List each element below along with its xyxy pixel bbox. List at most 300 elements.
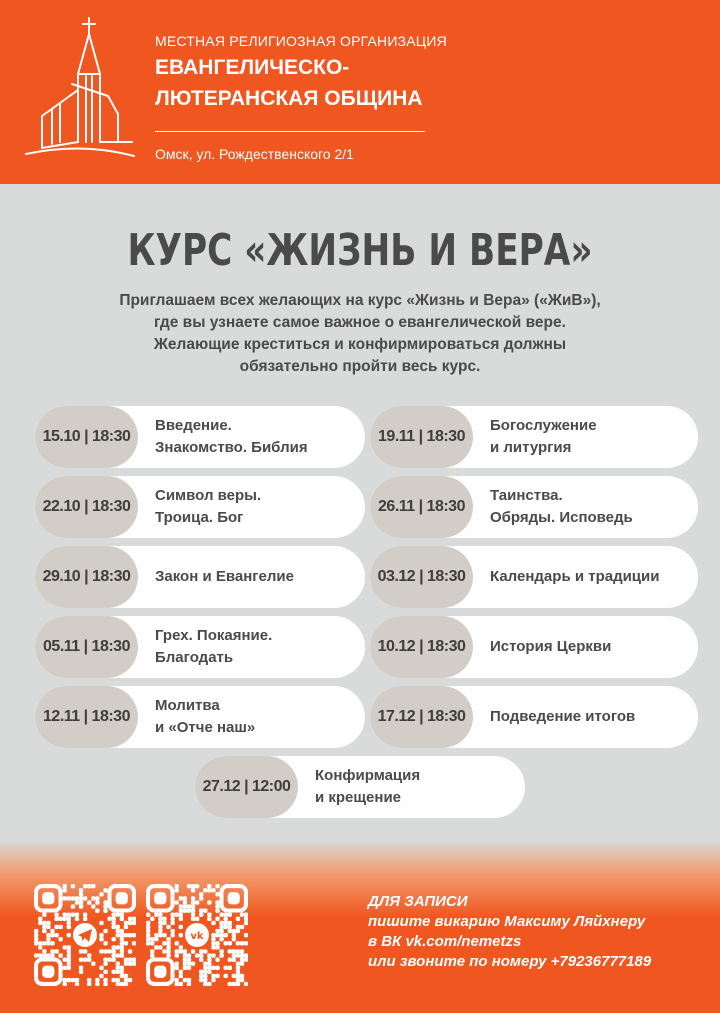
qr-module [132,962,136,966]
qr-module [236,978,240,982]
qr-module [211,945,215,949]
qr-module [132,957,136,961]
qr-module [199,896,203,900]
qr-module [203,962,207,966]
qr-module [128,957,132,961]
qr-module [67,957,71,961]
qr-module [236,966,240,970]
qr-module [103,957,107,961]
qr-module [166,941,170,945]
qr-module [183,962,187,966]
qr-module [146,921,150,925]
qr-module [95,982,99,986]
qr-module [179,970,183,974]
qr-module [207,917,211,921]
qr-module [75,982,79,986]
session-item [370,476,698,538]
qr-module [170,917,174,921]
qr-module [120,953,124,957]
qr-module [124,921,128,925]
session-item [195,756,525,818]
qr-module [215,941,219,945]
qr-module [99,966,103,970]
vk-logo-icon: vk [190,931,204,942]
qr-module [95,978,99,982]
qr-module [175,953,179,957]
qr-module [244,913,248,917]
qr-module [240,953,244,957]
qr-module [215,929,219,933]
qr-module [50,953,54,957]
qr-module [67,933,71,937]
session-topic: Богослужение и литургия [490,417,597,456]
qr-module [46,953,50,957]
qr-module [116,953,120,957]
qr-module [175,978,179,982]
session-date: 10.12 | 18:30 [370,616,473,678]
qr-module [34,953,38,957]
qr-module [199,978,203,982]
qr-module [158,945,162,949]
qr-module [95,908,99,912]
session-item [35,686,365,748]
qr-module [103,904,107,908]
qr-module [38,953,42,957]
qr-module [199,970,203,974]
qr-module [50,933,54,937]
qr-module [124,982,128,986]
qr-module [54,933,58,937]
org-type: МЕСТНАЯ РЕЛИГИОЗНАЯ ОРГАНИЗАЦИЯ [155,33,447,49]
qr-module [42,925,46,929]
qr-module [244,917,248,921]
session-topic: История Церкви [490,638,612,655]
qr-module [175,900,179,904]
qr-module [63,888,67,892]
qr-module [207,888,211,892]
qr-module [228,966,232,970]
session-item [370,616,698,678]
qr-module [120,974,124,978]
qr-module [146,933,150,937]
qr-module [215,917,219,921]
qr-module [179,925,183,929]
qr-module [166,945,170,949]
qr-module [236,941,240,945]
qr-module [166,937,170,941]
qr-module [170,921,174,925]
qr-module [203,970,207,974]
qr-module [103,929,107,933]
qr-module [54,925,58,929]
qr-module [58,953,62,957]
qr-module [240,925,244,929]
contact-phone[interactable]: или звоните по номеру +79236777189 [368,953,652,970]
qr-module [99,949,103,953]
qr-module [215,933,219,937]
qr-module [170,933,174,937]
qr-module [116,933,120,937]
qr-module [240,978,244,982]
qr-module [120,929,124,933]
contact-link[interactable]: в ВК vk.com/nemetzs [368,933,522,950]
qr-module [207,913,211,917]
qr-module [128,921,132,925]
qr-module [112,970,116,974]
qr-module [175,913,179,917]
qr-module [228,925,232,929]
qr-module [199,974,203,978]
qr-module [211,974,215,978]
qr-module [91,896,95,900]
session-date: 12.11 | 18:30 [35,686,138,748]
qr-module [79,892,83,896]
qr-module [50,941,54,945]
qr-module [75,917,79,921]
qr-module [58,937,62,941]
qr-module [175,982,179,986]
qr-module [99,921,103,925]
qr-module [224,933,228,937]
qr-module [103,900,107,904]
qr-module [42,929,46,933]
qr-module [207,970,211,974]
qr-module [215,966,219,970]
qr-module [103,908,107,912]
qr-module [158,913,162,917]
session-topic: Календарь и традиции [490,568,660,585]
qr-module [146,925,150,929]
qr-module [83,884,87,888]
qr-module [158,929,162,933]
qr-module [79,966,83,970]
qr-module [42,953,46,957]
qr-module [207,966,211,970]
qr-module [228,929,232,933]
qr-module [199,949,203,953]
qr-module [150,949,154,953]
qr-module [79,957,83,961]
qr-module [203,888,207,892]
qr-module [183,908,187,912]
qr-module [191,913,195,917]
qr-module [232,933,236,937]
qr-module [236,953,240,957]
qr-module [195,917,199,921]
qr-module [154,913,158,917]
qr-module [50,929,54,933]
qr-module [195,884,199,888]
qr-module [132,917,136,921]
qr-module [54,949,58,953]
session-topic: Закон и Евангелие [155,568,294,585]
qr-module [158,917,162,921]
qr-module [83,949,87,953]
qr-module [38,941,42,945]
qr-module [236,962,240,966]
qr-module [183,966,187,970]
qr-module [179,982,183,986]
qr-module [228,949,232,953]
qr-module [211,966,215,970]
qr-finder-center [42,892,54,904]
qr-module [224,917,228,921]
qr-module [203,978,207,982]
qr-module [34,937,38,941]
qr-module [67,962,71,966]
qr-module [146,929,150,933]
qr-module [219,925,223,929]
qr-module [191,904,195,908]
session-item [35,546,365,608]
qr-module [103,888,107,892]
qr-module [87,982,91,986]
qr-module [232,937,236,941]
qr-module [132,941,136,945]
qr-module [166,949,170,953]
intro-line: Желающие креститься и конфирмироваться должны [153,336,567,353]
address: Омск, ул. Рождественского 2/1 [155,146,354,162]
qr-module [224,925,228,929]
qr-module [211,941,215,945]
qr-module [38,945,42,949]
qr-module [203,982,207,986]
qr-module [124,978,128,982]
qr-module [71,978,75,982]
qr-module [224,941,228,945]
session-topic: Молитва и «Отче наш» [155,697,256,736]
qr-code-image [146,884,248,986]
qr-module [63,982,67,986]
qr-module [79,904,83,908]
qr-module [228,921,232,925]
qr-module [158,925,162,929]
qr-module [179,904,183,908]
qr-module [103,941,107,945]
org-name-line2: ЛЮТЕРАНСКАЯ ОБЩИНА [155,87,423,110]
qr-module [240,941,244,945]
contact-info [368,892,651,972]
qr-module [179,917,183,921]
qr-module [199,892,203,896]
qr-module [175,949,179,953]
qr-module [128,949,132,953]
qr-module [87,884,91,888]
qr-module [154,945,158,949]
qr-module [224,974,228,978]
qr-module [150,937,154,941]
qr-module [99,937,103,941]
qr-module [199,913,203,917]
session-date: 29.10 | 18:30 [35,546,138,608]
qr-module [179,974,183,978]
session-date: 15.10 | 18:30 [35,406,138,468]
qr-module [183,900,187,904]
qr-module [236,949,240,953]
qr-module [215,900,219,904]
qr-module [83,896,87,900]
qr-module [191,896,195,900]
qr-module [183,953,187,957]
qr-module [120,937,124,941]
qr-module [112,913,116,917]
qr-module [67,953,71,957]
qr-module [191,949,195,953]
qr-module [162,917,166,921]
session-date: 22.10 | 18:30 [35,476,138,538]
qr-module [187,978,191,982]
qr-module [199,908,203,912]
session-item [35,406,365,468]
header-banner [0,0,720,184]
telegram-qr-code[interactable] [34,884,136,986]
qr-code-image [34,884,136,986]
qr-module [150,917,154,921]
divider [155,131,425,132]
session-item [370,546,698,608]
qr-module [103,982,107,986]
qr-module [107,957,111,961]
session-topic: Введение. Знакомство. Библия [155,417,308,456]
qr-module [240,962,244,966]
qr-finder-center [154,892,166,904]
qr-module [63,896,67,900]
qr-module [240,974,244,978]
qr-module [211,937,215,941]
qr-module [228,982,232,986]
qr-module [120,945,124,949]
qr-module [116,966,120,970]
qr-module [132,921,136,925]
qr-module [215,945,219,949]
qr-module [179,908,183,912]
page-title: КУРС «ЖИЗНЬ И ВЕРА» [127,225,593,276]
qr-module [46,937,50,941]
qr-module [162,933,166,937]
qr-module [75,978,79,982]
qr-module [236,970,240,974]
qr-module [232,949,236,953]
qr-module [67,925,71,929]
qr-module [187,884,191,888]
qr-module [195,953,199,957]
qr-module [219,921,223,925]
qr-module [199,957,203,961]
qr-module [158,933,162,937]
qr-module [215,904,219,908]
qr-module [162,941,166,945]
qr-module [103,978,107,982]
qr-module [95,896,99,900]
qr-module [38,921,42,925]
qr-module [124,974,128,978]
qr-module [219,949,223,953]
qr-module [224,966,228,970]
qr-module [42,949,46,953]
qr-module [116,970,120,974]
qr-module [187,957,191,961]
qr-module [116,925,120,929]
qr-module [236,929,240,933]
qr-module [107,949,111,953]
qr-module [71,904,75,908]
qr-module [244,933,248,937]
vk-qr-code[interactable] [146,884,248,986]
qr-module [183,904,187,908]
qr-module [116,982,120,986]
session-topic: Символ веры. Троица. Бог [155,487,262,526]
qr-module [224,913,228,917]
qr-module [95,900,99,904]
qr-finder-center [116,892,128,904]
qr-module [128,933,132,937]
qr-module [54,917,58,921]
qr-module [175,941,179,945]
qr-module [67,945,71,949]
qr-module [124,957,128,961]
qr-module [120,933,124,937]
qr-module [183,957,187,961]
qr-module [215,892,219,896]
qr-module [211,921,215,925]
org-name-line1: ЕВАНГЕЛИЧЕСКО- [155,56,350,79]
qr-module [91,962,95,966]
qr-module [75,896,79,900]
qr-module [175,888,179,892]
qr-module [120,982,124,986]
qr-module [207,884,211,888]
intro-line: Приглашаем всех желающих на курс «Жизнь и Вера» («ЖиВ»), [119,292,601,309]
qr-module [87,957,91,961]
qr-module [232,974,236,978]
qr-module [240,949,244,953]
qr-module [187,962,191,966]
qr-module [179,949,183,953]
qr-module [207,957,211,961]
qr-module [244,953,248,957]
qr-module [34,941,38,945]
qr-module [187,982,191,986]
qr-module [99,974,103,978]
qr-module [232,957,236,961]
qr-module [112,978,116,982]
qr-module [124,925,128,929]
church-logo-icon [22,14,142,164]
qr-module [219,929,223,933]
qr-module [91,904,95,908]
qr-module [203,966,207,970]
qr-finder-center [228,892,240,904]
qr-module [179,945,183,949]
qr-module [103,962,107,966]
qr-module [236,974,240,978]
qr-module [207,953,211,957]
contact-line: пишите викарию Максиму Ляйхнеру [368,913,646,930]
qr-module [166,953,170,957]
qr-module [191,962,195,966]
session-topic: Конфирмация и крещение [315,767,421,806]
qr-module [236,925,240,929]
qr-module [83,913,87,917]
qr-module [244,957,248,961]
qr-module [183,949,187,953]
qr-module [244,982,248,986]
qr-module [211,953,215,957]
session-item [35,476,365,538]
qr-module [87,953,91,957]
qr-module [87,900,91,904]
qr-module [175,962,179,966]
